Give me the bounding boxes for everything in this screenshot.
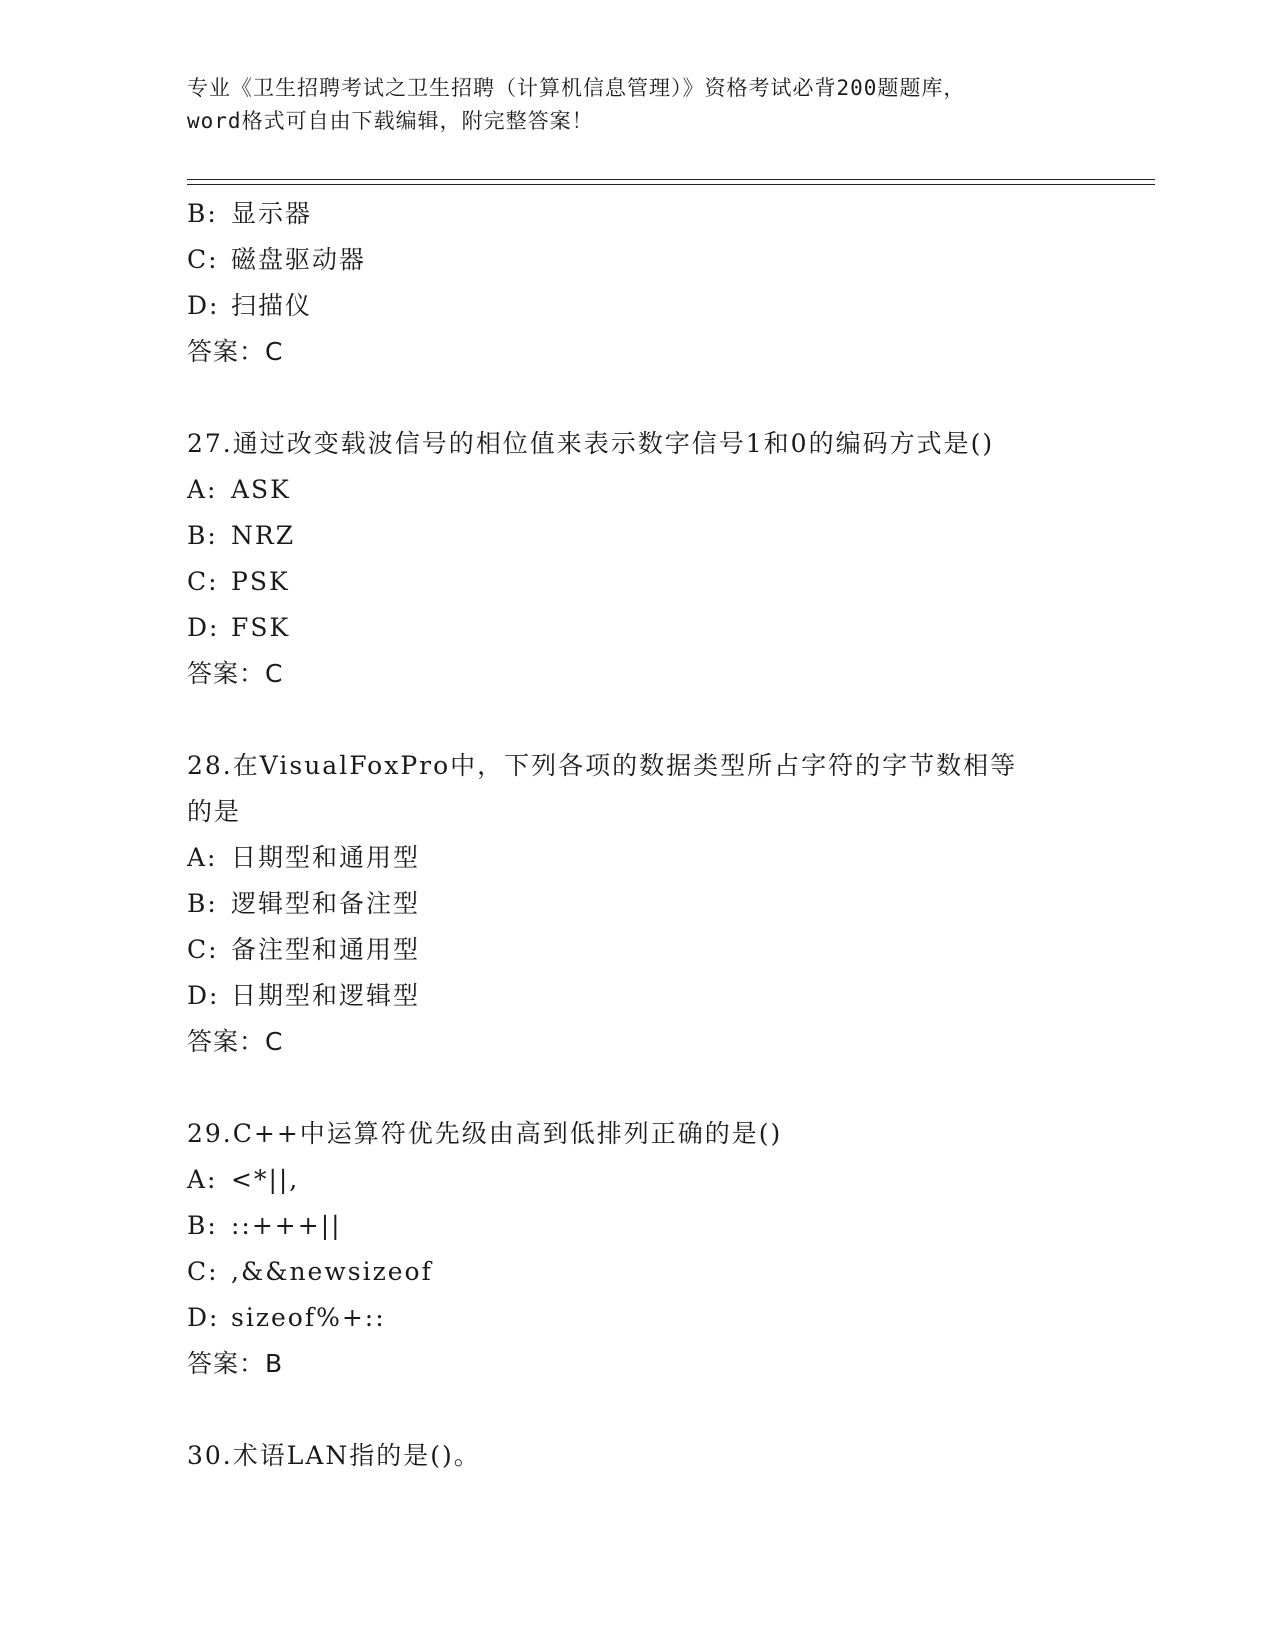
option-b (187, 513, 1087, 559)
option-text: FSK (231, 613, 291, 642)
option-text: 显示器 (231, 199, 313, 228)
question-list (187, 191, 1087, 1479)
option-text: ,&&newsizeof (231, 1257, 433, 1286)
option-text: NRZ (231, 521, 296, 550)
spacer (187, 1387, 1087, 1433)
option-d (187, 973, 1087, 1019)
option-d (187, 605, 1087, 651)
option-key: B: (187, 889, 218, 918)
option-text: <*||, (231, 1165, 300, 1194)
spacer (187, 1065, 1087, 1111)
question-stem: 29.C++中运算符优先级由高到低排列正确的是() (187, 1119, 783, 1148)
header-line-1: 专业《卫生招聘考试之卫生招聘（计算机信息管理）》资格考试必背200题题库， (187, 76, 966, 100)
option-key: D: (187, 291, 220, 320)
option-key: A: (187, 475, 218, 504)
header-line-2: word格式可自由下载编辑，附完整答案！ (187, 109, 594, 133)
question-30 (187, 1433, 1087, 1479)
spacer (187, 697, 1087, 743)
option-b (187, 191, 1087, 237)
option-key: B: (187, 199, 218, 228)
option-d (187, 1295, 1087, 1341)
option-key: C: (187, 567, 219, 596)
option-text: 备注型和通用型 (231, 935, 421, 964)
question-stem: 30.术语LAN指的是()。 (187, 1441, 481, 1470)
answer-line: 答案：C (187, 659, 284, 688)
option-text: 扫描仪 (231, 291, 313, 320)
option-c (187, 1249, 1087, 1295)
header-divider-bottom (187, 184, 1155, 185)
option-text: sizeof%+:: (231, 1303, 386, 1332)
question-stem: 27.通过改变载波信号的相位值来表示数字信号1和0的编码方式是() (187, 429, 995, 458)
option-d (187, 283, 1087, 329)
spacer (187, 375, 1087, 421)
option-text: ASK (231, 475, 291, 504)
option-key: C: (187, 1257, 219, 1286)
option-c (187, 237, 1087, 283)
question-stem-line-2: 的是 (187, 797, 242, 826)
option-key: B: (187, 1211, 218, 1240)
option-text: ::+++|| (231, 1211, 342, 1240)
option-c (187, 559, 1087, 605)
option-b (187, 1203, 1087, 1249)
document-header (187, 72, 1087, 138)
answer-line: 答案：B (187, 1349, 284, 1378)
question-26-tail (187, 191, 1087, 375)
option-text: 磁盘驱动器 (231, 245, 367, 274)
option-b (187, 881, 1087, 927)
question-27 (187, 421, 1087, 697)
option-key: D: (187, 1303, 220, 1332)
question-29 (187, 1111, 1087, 1387)
answer-line: 答案：C (187, 1027, 284, 1056)
header-divider-top (187, 179, 1155, 180)
option-key: B: (187, 521, 218, 550)
question-stem-line-1: 28.在VisualFoxPro中，下列各项的数据类型所占字符的字节数相等 (187, 751, 1018, 780)
option-key: A: (187, 1165, 218, 1194)
option-key: C: (187, 245, 219, 274)
answer-line: 答案：C (187, 337, 284, 366)
option-text: PSK (231, 567, 290, 596)
option-a (187, 835, 1087, 881)
option-a (187, 467, 1087, 513)
option-a (187, 1157, 1087, 1203)
option-text: 日期型和逻辑型 (231, 981, 421, 1010)
option-key: A: (187, 843, 218, 872)
option-c (187, 927, 1087, 973)
option-text: 日期型和通用型 (231, 843, 421, 872)
option-key: D: (187, 981, 220, 1010)
question-28 (187, 743, 1087, 1065)
option-key: D: (187, 613, 220, 642)
option-text: 逻辑型和备注型 (231, 889, 421, 918)
option-key: C: (187, 935, 219, 964)
